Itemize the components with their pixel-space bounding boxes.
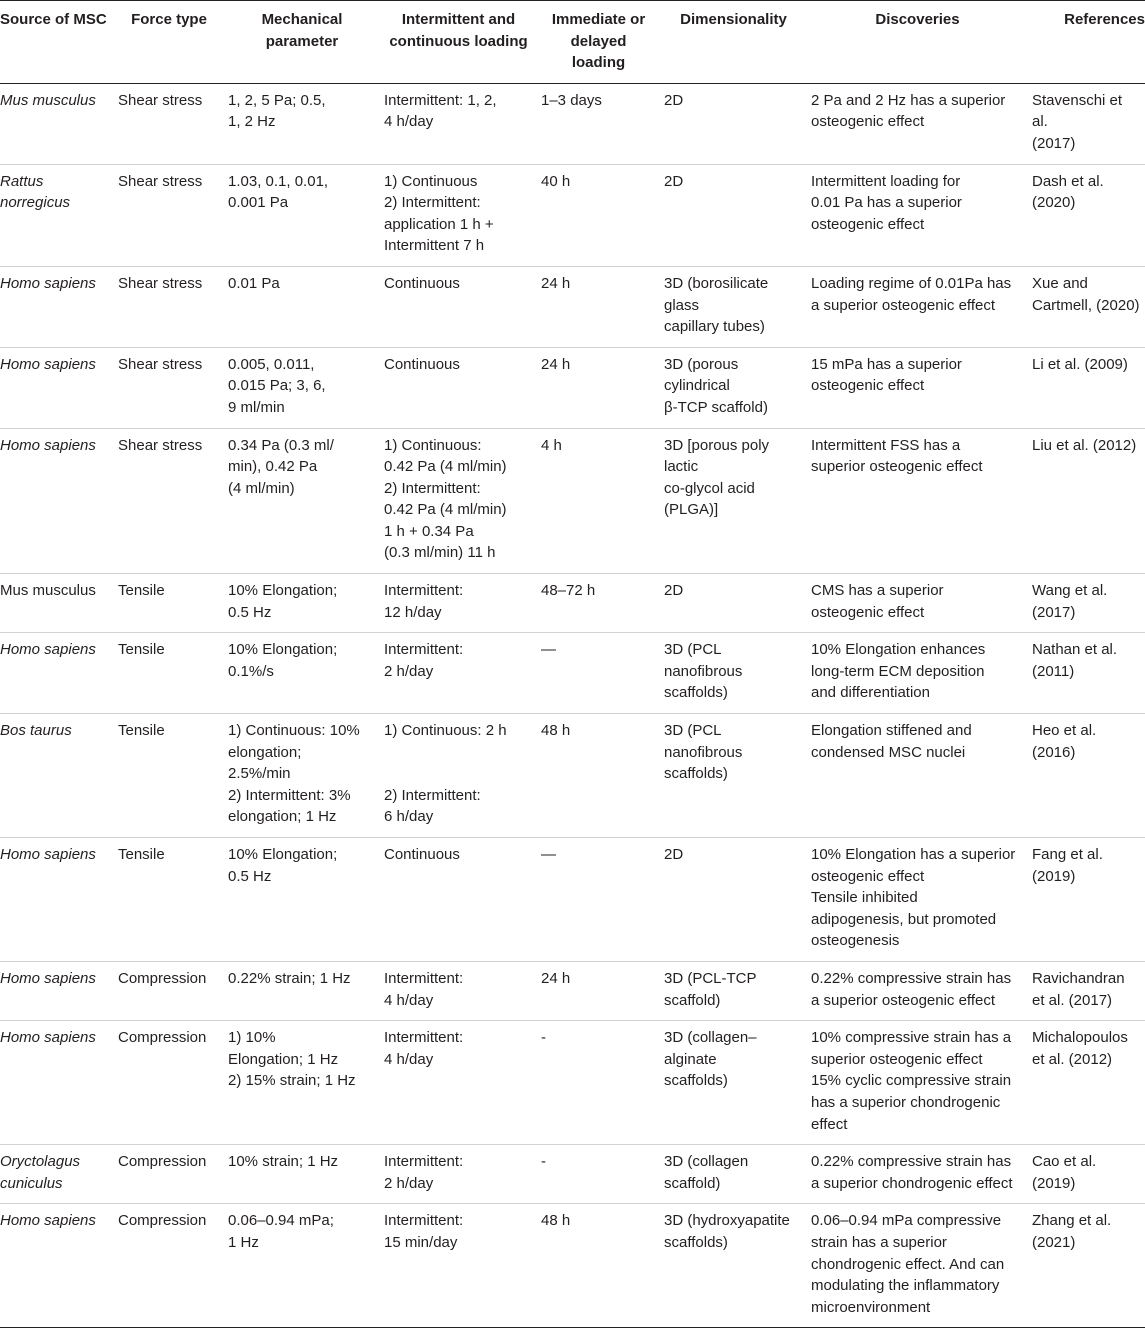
cell-force-type: Compression	[114, 1021, 224, 1145]
cell-mechanical-parameter: 0.06–0.94 mPa; 1 Hz	[224, 1204, 380, 1328]
cell-mechanical-parameter: 0.22% strain; 1 Hz	[224, 961, 380, 1020]
cell-discoveries: 0.22% compressive strain has a superior chondrogenic effect	[807, 1145, 1028, 1204]
header-loading-mode: Intermittent and continuous loading	[389, 11, 528, 50]
cell-source: Homo sapiens	[0, 633, 114, 714]
cell-dimensionality: 3D (collagen scaffold)	[660, 1145, 807, 1204]
cell-force-type: Shear stress	[114, 83, 224, 164]
header-force-type: Force type	[131, 11, 207, 28]
cell-mechanical-parameter: 1.03, 0.1, 0.01, 0.001 Pa	[224, 164, 380, 266]
cell-source: Oryctolagus cuniculus	[0, 1145, 114, 1204]
cell-loading-timing: 4 h	[537, 428, 660, 574]
cell-loading-mode: 1) Continuous: 2 h 2) Intermittent: 6 h/day	[380, 714, 537, 838]
cell-dimensionality: 3D (collagen–alginate scaffolds)	[660, 1021, 807, 1145]
cell-force-type: Tensile	[114, 574, 224, 633]
cell-force-type: Tensile	[114, 838, 224, 962]
cell-loading-timing: 48–72 h	[537, 574, 660, 633]
cell-mechanical-parameter: 0.01 Pa	[224, 266, 380, 347]
cell-source: Rattus norregicus	[0, 164, 114, 266]
cell-force-type: Compression	[114, 1145, 224, 1204]
cell-discoveries: 10% Elongation has a superior osteogenic effect Tensile inhibited adipogenesis, but promoted osteogenesis	[807, 838, 1028, 962]
cell-mechanical-parameter: 1, 2, 5 Pa; 0.5, 1, 2 Hz	[224, 83, 380, 164]
cell-loading-mode: Intermittent: 1, 2, 4 h/day	[380, 83, 537, 164]
cell-discoveries: 0.22% compressive strain has a superior osteogenic effect	[807, 961, 1028, 1020]
cell-discoveries: 10% Elongation enhances long-term ECM deposition and differentiation	[807, 633, 1028, 714]
header-references: References	[1064, 11, 1145, 28]
cell-references: Fang et al. (2019)	[1028, 838, 1145, 962]
cell-force-type: Tensile	[114, 714, 224, 838]
cell-force-type: Shear stress	[114, 164, 224, 266]
cell-dimensionality: 2D	[660, 574, 807, 633]
cell-force-type: Shear stress	[114, 347, 224, 428]
cell-references: Nathan et al. (2011)	[1028, 633, 1145, 714]
cell-loading-mode: Continuous	[380, 266, 537, 347]
cell-loading-mode: Intermittent: 4 h/day	[380, 961, 537, 1020]
cell-discoveries: 15 mPa has a superior osteogenic effect	[807, 347, 1028, 428]
cell-force-type: Shear stress	[114, 428, 224, 574]
cell-mechanical-parameter: 10% Elongation; 0.5 Hz	[224, 838, 380, 962]
cell-references: Liu et al. (2012)	[1028, 428, 1145, 574]
cell-discoveries: Elongation stiffened and condensed MSC nuclei	[807, 714, 1028, 838]
cell-references: Heo et al. (2016)	[1028, 714, 1145, 838]
cell-references: Michalopoulos et al. (2012)	[1028, 1021, 1145, 1145]
cell-dimensionality: 3D (PCL nanofibrous scaffolds)	[660, 633, 807, 714]
cell-dimensionality: 3D (borosilicate glass capillary tubes)	[660, 266, 807, 347]
cell-loading-timing: 48 h	[537, 714, 660, 838]
cell-dimensionality: 2D	[660, 838, 807, 962]
cell-dimensionality: 3D (PCL nanofibrous scaffolds)	[660, 714, 807, 838]
cell-force-type: Tensile	[114, 633, 224, 714]
cell-mechanical-parameter: 0.34 Pa (0.3 ml/ min), 0.42 Pa (4 ml/min)	[224, 428, 380, 574]
cell-mechanical-parameter: 1) 10% Elongation; 1 Hz 2) 15% strain; 1 Hz	[224, 1021, 380, 1145]
cell-mechanical-parameter: 0.005, 0.011, 0.015 Pa; 3, 6, 9 ml/min	[224, 347, 380, 428]
cell-source: Homo sapiens	[0, 1204, 114, 1328]
cell-loading-mode: 1) Continuous 2) Intermittent: application 1 h + Intermittent 7 h	[380, 164, 537, 266]
table-row	[0, 1204, 1145, 1328]
header-row	[0, 1, 1145, 84]
cell-loading-mode: Continuous	[380, 838, 537, 962]
cell-source: Mus musculus	[0, 574, 114, 633]
cell-mechanical-parameter: 10% strain; 1 Hz	[224, 1145, 380, 1204]
cell-references: Ravichandran et al. (2017)	[1028, 961, 1145, 1020]
cell-discoveries: CMS has a superior osteogenic effect	[807, 574, 1028, 633]
header-mechanical-parameter: Mechanical parameter	[261, 11, 343, 50]
cell-force-type: Shear stress	[114, 266, 224, 347]
table-row	[0, 266, 1145, 347]
table-row	[0, 1021, 1145, 1145]
header-loading-timing: Immediate or delayed loading	[551, 11, 646, 72]
cell-source: Homo sapiens	[0, 961, 114, 1020]
cell-discoveries: 2 Pa and 2 Hz has a superior osteogenic effect	[807, 83, 1028, 164]
cell-references: Stavenschi et al. (2017)	[1028, 83, 1145, 164]
cell-source: Homo sapiens	[0, 428, 114, 574]
cell-loading-mode: Continuous	[380, 347, 537, 428]
cell-loading-timing: 1–3 days	[537, 83, 660, 164]
cell-dimensionality: 2D	[660, 83, 807, 164]
cell-loading-timing: 48 h	[537, 1204, 660, 1328]
cell-dimensionality: 3D (porous cylindrical β-TCP scaffold)	[660, 347, 807, 428]
cell-loading-timing: -	[537, 1145, 660, 1204]
cell-source: Bos taurus	[0, 714, 114, 838]
cell-source: Homo sapiens	[0, 266, 114, 347]
table-row	[0, 428, 1145, 574]
cell-dimensionality: 3D (hydroxyapatite scaffolds)	[660, 1204, 807, 1328]
header-source: Source of MSC	[0, 11, 107, 28]
table-row	[0, 83, 1145, 164]
cell-mechanical-parameter: 10% Elongation; 0.1%/s	[224, 633, 380, 714]
table-row	[0, 714, 1145, 838]
cell-mechanical-parameter: 10% Elongation; 0.5 Hz	[224, 574, 380, 633]
cell-loading-mode: Intermittent: 12 h/day	[380, 574, 537, 633]
table-row	[0, 347, 1145, 428]
cell-loading-timing: 24 h	[537, 266, 660, 347]
cell-loading-timing: —	[537, 633, 660, 714]
table-row	[0, 1145, 1145, 1204]
cell-references: Cao et al. (2019)	[1028, 1145, 1145, 1204]
cell-source: Homo sapiens	[0, 1021, 114, 1145]
table-row	[0, 838, 1145, 962]
cell-loading-timing: 24 h	[537, 961, 660, 1020]
cell-loading-mode: Intermittent: 15 min/day	[380, 1204, 537, 1328]
cell-references: Xue and Cartmell, (2020)	[1028, 266, 1145, 347]
cell-loading-mode: Intermittent: 2 h/day	[380, 633, 537, 714]
cell-force-type: Compression	[114, 961, 224, 1020]
cell-source: Homo sapiens	[0, 347, 114, 428]
cell-loading-timing: —	[537, 838, 660, 962]
header-discoveries: Discoveries	[875, 11, 960, 28]
header-dimensionality: Dimensionality	[680, 11, 787, 28]
cell-discoveries: Intermittent loading for 0.01 Pa has a superior osteogenic effect	[807, 164, 1028, 266]
cell-loading-timing: 40 h	[537, 164, 660, 266]
cell-loading-mode: 1) Continuous: 0.42 Pa (4 ml/min) 2) Intermittent: 0.42 Pa (4 ml/min) 1 h + 0.34 Pa (0.3 ml/min) 11 h	[380, 428, 537, 574]
cell-dimensionality: 3D (PCL-TCP scaffold)	[660, 961, 807, 1020]
cell-references: Zhang et al. (2021)	[1028, 1204, 1145, 1328]
cell-dimensionality: 2D	[660, 164, 807, 266]
cell-loading-mode: Intermittent: 4 h/day	[380, 1021, 537, 1145]
table-body	[0, 83, 1145, 1328]
cell-source: Mus musculus	[0, 83, 114, 164]
table-header	[0, 1, 1145, 84]
cell-dimensionality: 3D [porous poly lactic co-glycol acid (PLGA)]	[660, 428, 807, 574]
cell-references: Dash et al. (2020)	[1028, 164, 1145, 266]
cell-references: Li et al. (2009)	[1028, 347, 1145, 428]
table-row	[0, 574, 1145, 633]
table-row	[0, 164, 1145, 266]
cell-discoveries: Intermittent FSS has a superior osteogenic effect	[807, 428, 1028, 574]
cell-loading-timing: 24 h	[537, 347, 660, 428]
cell-discoveries: 0.06–0.94 mPa compressive strain has a superior chondrogenic effect. And can modulating the inflammatory microenvironment	[807, 1204, 1028, 1328]
cell-discoveries: Loading regime of 0.01Pa has a superior osteogenic effect	[807, 266, 1028, 347]
cell-source: Homo sapiens	[0, 838, 114, 962]
cell-force-type: Compression	[114, 1204, 224, 1328]
cell-loading-mode: Intermittent: 2 h/day	[380, 1145, 537, 1204]
table-row	[0, 961, 1145, 1020]
table-row	[0, 633, 1145, 714]
cell-discoveries: 10% compressive strain has a superior osteogenic effect 15% cyclic compressive strain has a superior chondrogenic effect	[807, 1021, 1028, 1145]
cell-references: Wang et al. (2017)	[1028, 574, 1145, 633]
cell-loading-timing: -	[537, 1021, 660, 1145]
cell-mechanical-parameter: 1) Continuous: 10% elongation; 2.5%/min 2) Intermittent: 3% elongation; 1 Hz	[224, 714, 380, 838]
